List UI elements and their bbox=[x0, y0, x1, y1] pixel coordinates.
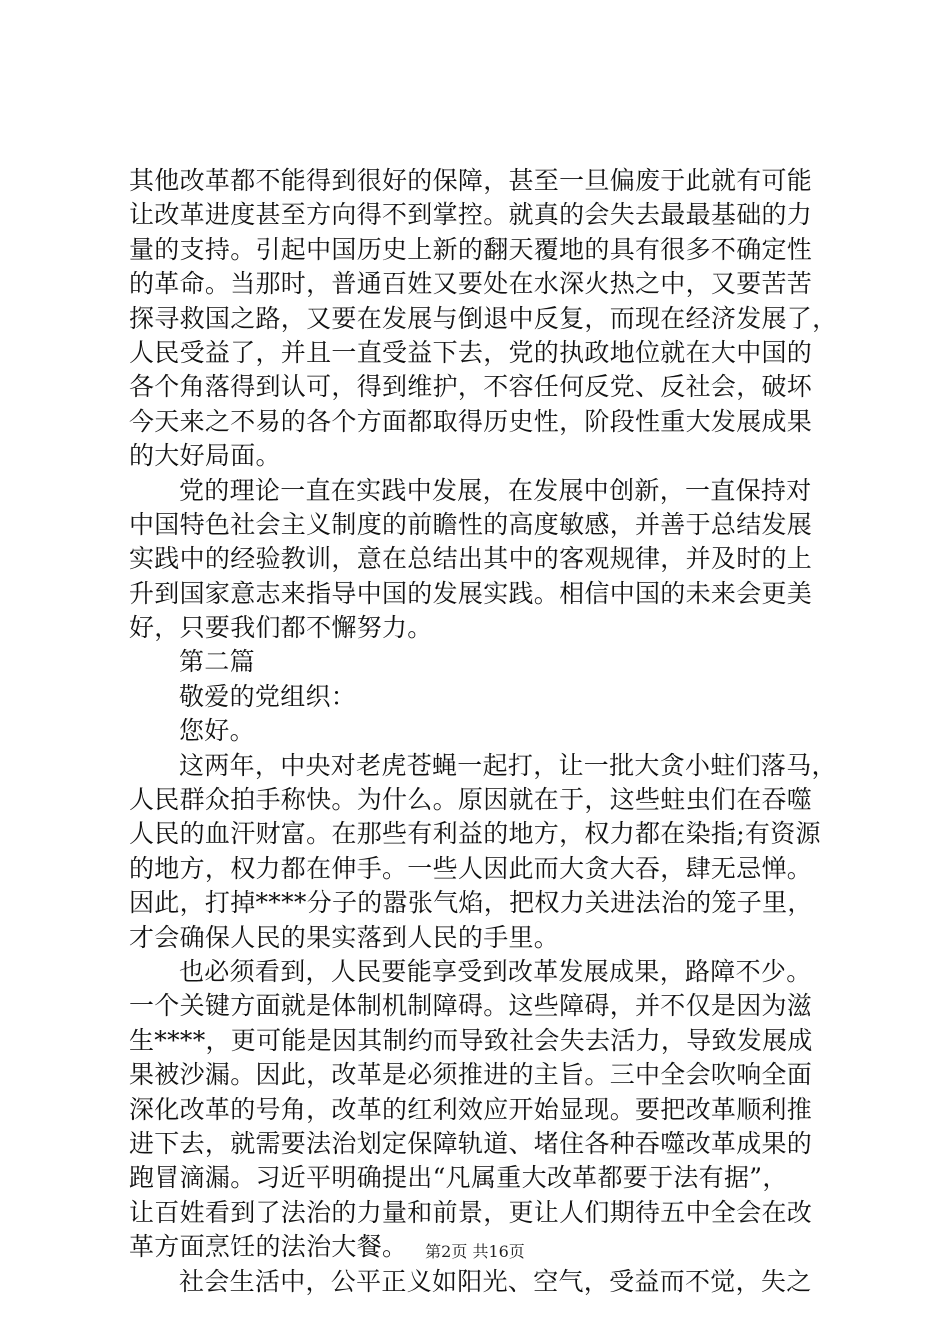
text-line: 的地方，权力都在伸手。一些人因此而大贪大吞，肆无忌惮。 bbox=[129, 853, 813, 883]
text-line: 今天来之不易的各个方面都取得历史性，阶段性重大发展成果 bbox=[129, 406, 813, 436]
text-line: 其他改革都不能得到很好的保障，甚至一旦偏废于此就有可能 bbox=[129, 166, 813, 195]
text-line: 因此，打掉****分子的嚣张气焰，把权力关进法治的笼子里， bbox=[129, 888, 813, 918]
text-line: 人民群众拍手称快。为什么。原因就在于，这些蛀虫们在吞噬 bbox=[129, 785, 813, 815]
text-line: 人民的血汗财富。在那些有利益的地方，权力都在染指;有资源 bbox=[129, 819, 821, 849]
text-line: 深化改革的号角，改革的红利效应开始显现。要把改革顺利推 bbox=[129, 1094, 813, 1124]
text-line: 第二篇 bbox=[179, 647, 255, 677]
text-line: 这两年，中央对老虎苍蝇一起打，让一批大贪小蛀们落马， bbox=[179, 750, 837, 780]
text-line: 敬爱的党组织： bbox=[179, 681, 357, 711]
text-line: 进下去，就需要法治划定保障轨道、堵住各种吞噬改革成果的 bbox=[129, 1128, 813, 1158]
text-line: 革方面烹饪的法治大餐。 bbox=[129, 1232, 408, 1262]
text-line: 让改革进度甚至方向得不到掌控。就真的会失去最最基础的力 bbox=[129, 200, 813, 230]
text-line: 果被沙漏。因此，改革是必须推进的主旨。三中全会吹响全面 bbox=[129, 1060, 813, 1090]
text-line: 的革命。当那时，普通百姓又要处在水深火热之中，又要苦苦 bbox=[129, 269, 813, 299]
text-line: 人民受益了，并且一直受益下去，党的执政地位就在大中国的 bbox=[129, 337, 813, 367]
text-line: 生****，更可能是因其制约而导致社会失去活力，导致发展成 bbox=[129, 1025, 813, 1055]
page-footer: 第2页 共16页 bbox=[425, 1242, 525, 1261]
text-line: 一个关键方面就是体制机制障碍。这些障碍，并不仅是因为滋 bbox=[129, 991, 813, 1021]
document-body bbox=[129, 164, 838, 1299]
text-line: 的大好局面。 bbox=[129, 441, 281, 471]
text-line: 跑冒滴漏。习近平明确提出“凡属重大改革都要于法有据”， bbox=[129, 1163, 788, 1193]
text-line: 中国特色社会主义制度的前瞻性的高度敏感，并善于总结发展 bbox=[129, 509, 813, 539]
text-line: 量的支持。引起中国历史上新的翻天覆地的具有很多不确定性 bbox=[129, 234, 813, 264]
text-line: 好，只要我们都不懈努力。 bbox=[129, 613, 433, 643]
text-line: 升到国家意志来指导中国的发展实践。相信中国的未来会更美 bbox=[129, 578, 813, 608]
text-line: 社会生活中，公平正义如阳光、空气，受益而不觉，失之 bbox=[179, 1266, 812, 1296]
text-line: 也必须看到，人民要能享受到改革发展成果，路障不少。 bbox=[179, 956, 812, 986]
text-line: 您好。 bbox=[179, 716, 255, 746]
text-line: 让百姓看到了法治的力量和前景，更让人们期待五中全会在改 bbox=[129, 1197, 813, 1227]
text-line: 才会确保人民的果实落到人民的手里。 bbox=[129, 922, 560, 952]
text-line: 各个角落得到认可，得到维护，不容任何反党、反社会，破坏 bbox=[129, 372, 813, 402]
text-line: 实践中的经验教训，意在总结出其中的客观规律，并及时的上 bbox=[129, 544, 813, 574]
text-line: 党的理论一直在实践中发展，在发展中创新，一直保持对 bbox=[179, 475, 812, 505]
text-line: 探寻救国之路，又要在发展与倒退中反复，而现在经济发展了， bbox=[129, 303, 838, 333]
